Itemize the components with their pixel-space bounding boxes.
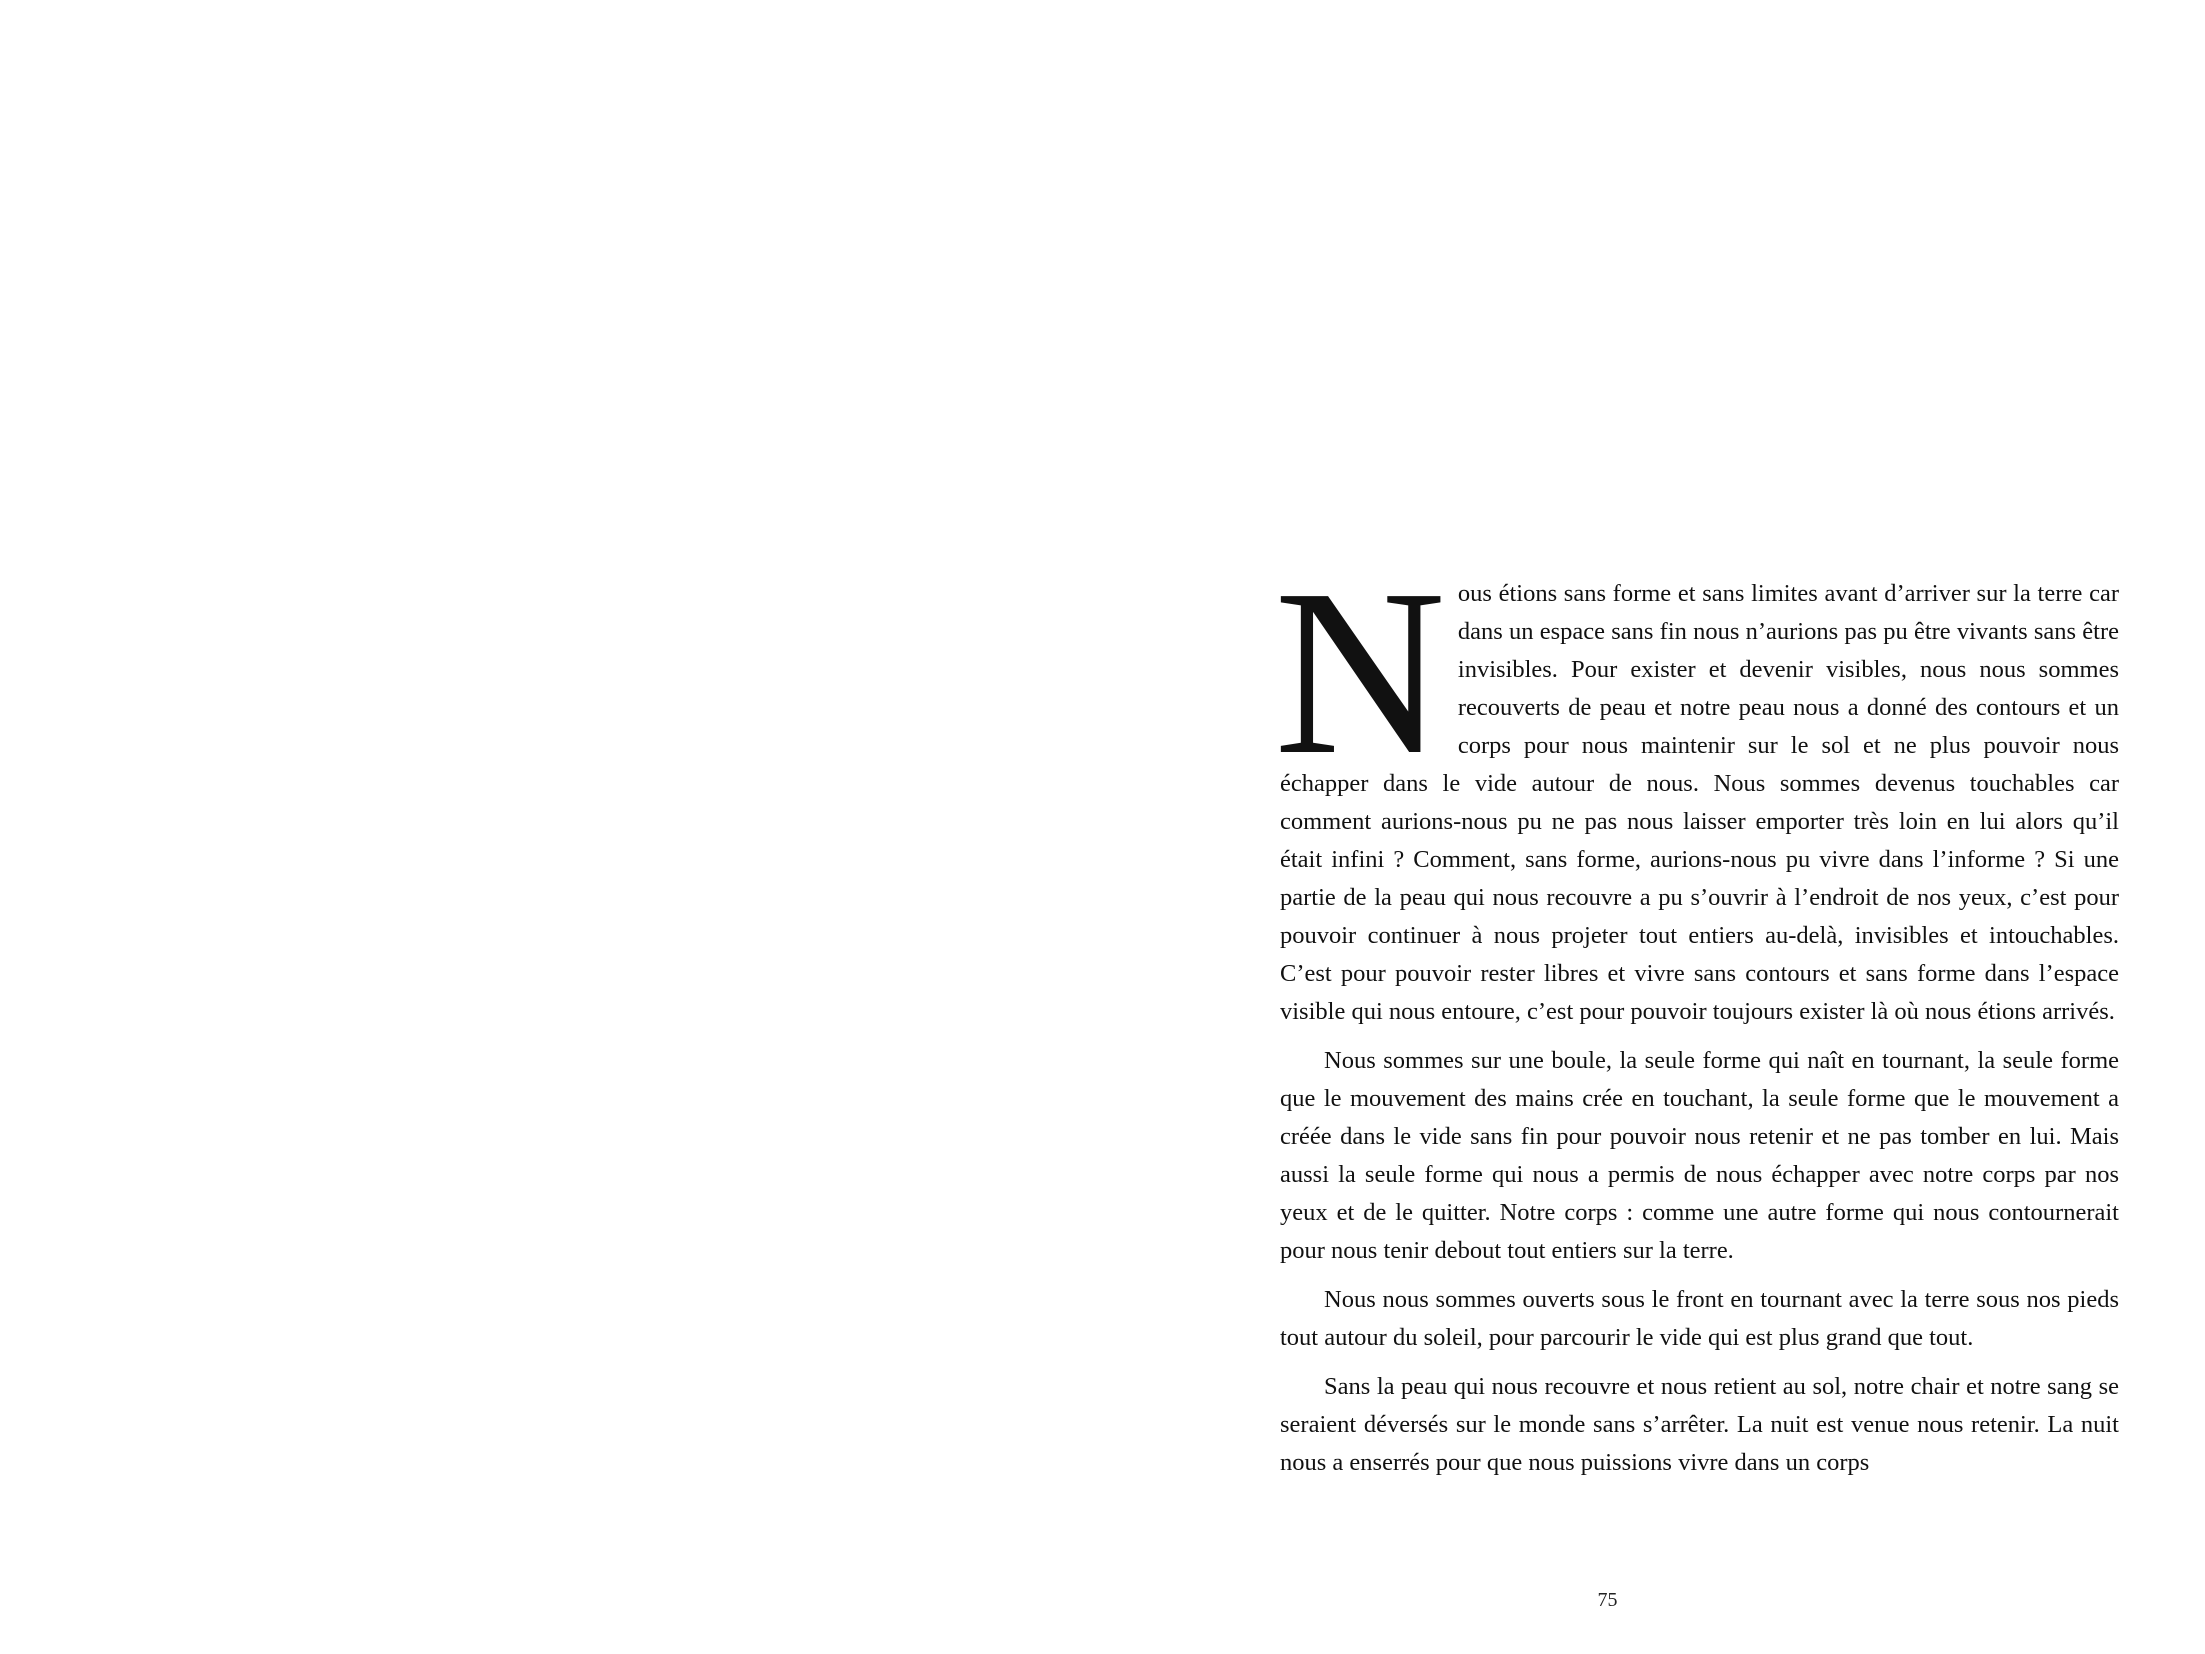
paragraph-2: Nous sommes sur une boule, la seule forme qui naît en tournant, la seule forme que le mouvement des mains crée en touchant, la seule forme que le mouvement a créée dans le vide sans fin pour pouvoir nous retenir et ne pas tomber en lui. Mais aussi la seule forme qui nous a permis de nous échapper avec notre corps par nos yeux et de le quitter. Notre corps : comme une autre forme qui nous contournerait pour nous tenir debout tout entiers sur la terre. [1280,1047,2119,1264]
page-number: 75 [1597,1589,1618,1611]
paragraph-1 [1274,541,2119,1031]
paragraph-4: Sans la peau qui nous recouvre et nous retient au sol, notre chair et notre sang se seraient déversés sur le monde sans s’arrêter. La nuit est venue nous retenir. La nuit nous a enserrés pour que nous puissions vivre dans un corps [1280,1373,2119,1476]
body-text [1274,541,2119,1482]
page-number-wrapper [1102,1588,2205,1612]
right-page [1102,0,2205,1654]
paragraph-3: Nous nous sommes ouverts sous le front en tournant avec la terre sous nos pieds tout autour du soleil, pour parcourir le vide qui est plus grand que tout. [1280,1286,2119,1351]
drop-cap: N [1274,541,1446,804]
left-page-blank [0,0,1102,1654]
paragraph-1-text: ous étions sans forme et sans limites avant d’arriver sur la terre car dans un espace sans fin nous n’aurions pas pu être vivants sans être invisibles. Pour exister et devenir visibles, nous nous sommes recouverts de peau et notre peau nous a donné des contours et un corps pour nous maintenir sur le sol et ne plus pouvoir nous échapper dans le vide autour de nous. Nous sommes devenus touchables car comment aurions-nous pu ne pas nous laisser emporter très loin en lui alors qu’il était infini ? Comment, sans forme, aurions-nous pu vivre dans l’informe ? Si une partie de la peau qui nous recouvre a pu s’ouvrir à l’endroit de nos yeux, c’est pour pouvoir continuer à nous projeter tout entiers au-delà, invisibles et intouchables. C’est pour pouvoir rester libres et vivre sans contours et sans forme dans l’espace visible qui nous entoure, c’est pour pouvoir toujours exister là où nous étions arrivés. [1280,580,2119,1025]
